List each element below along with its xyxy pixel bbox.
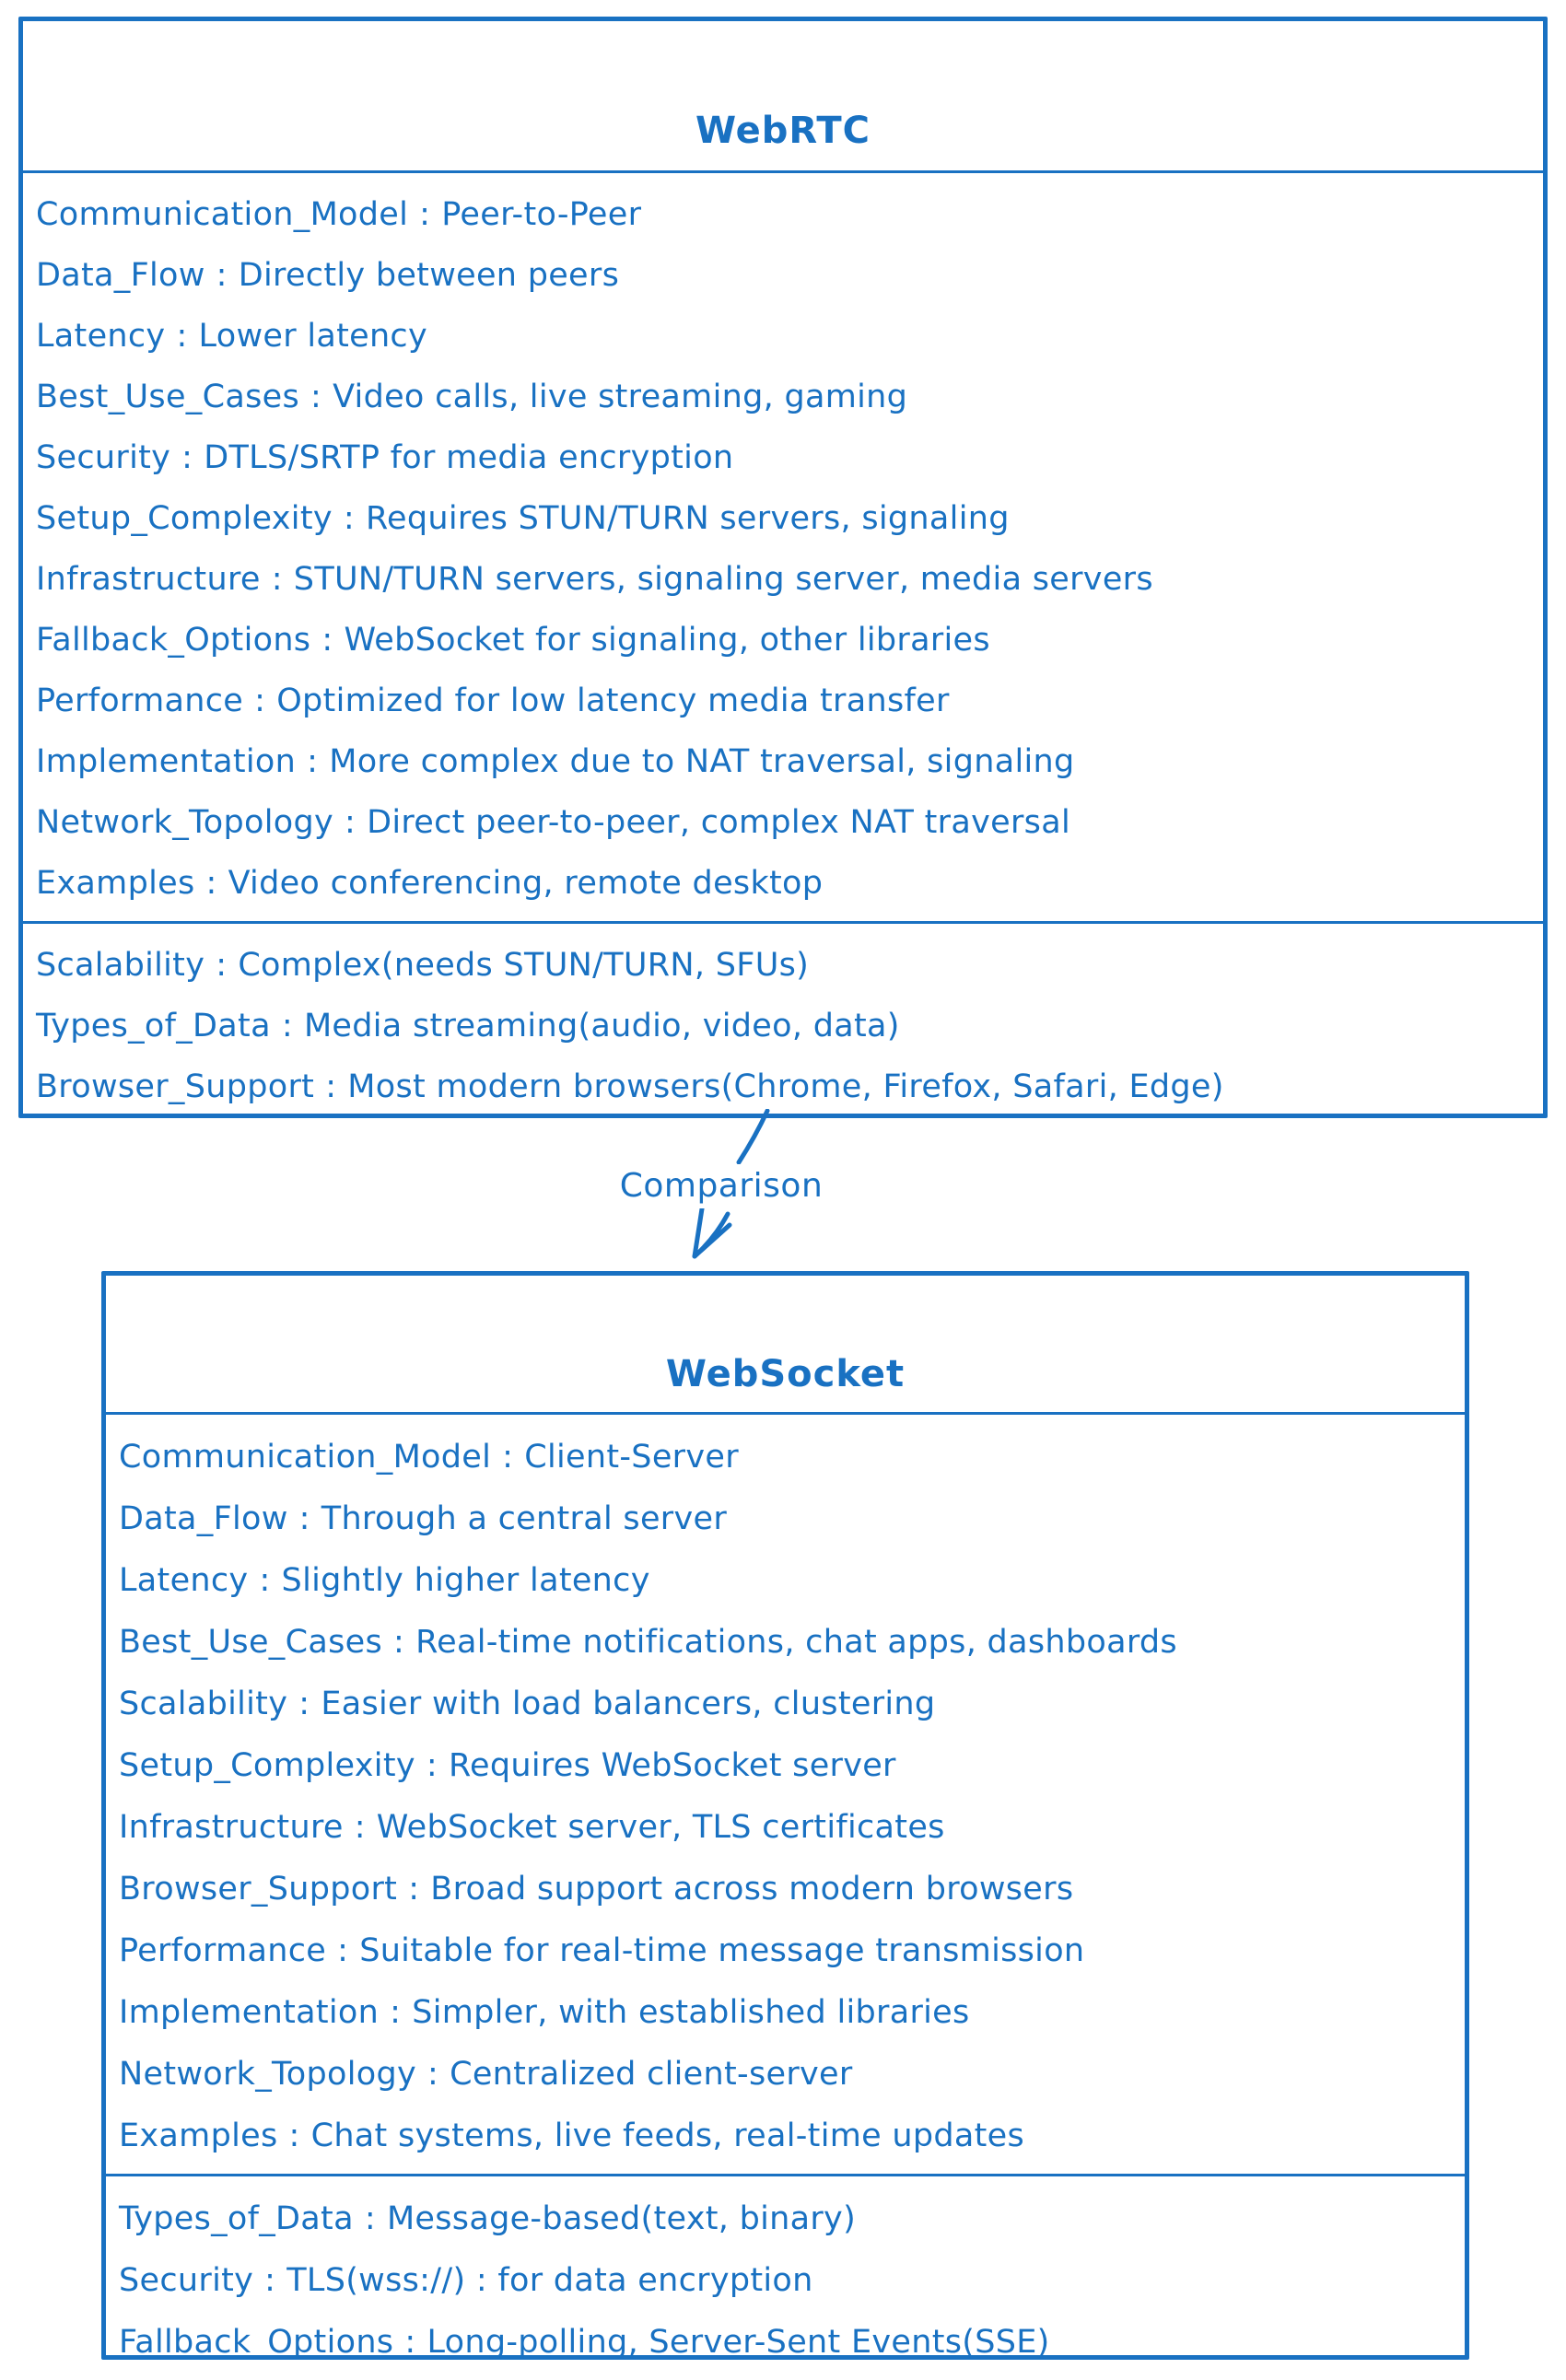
attribute-label: Performance xyxy=(119,1931,327,1969)
comparison-arrow-label: Comparison xyxy=(611,1164,832,1208)
attribute-label: Browser_Support xyxy=(119,1870,398,1908)
attribute-label: Types_of_Data xyxy=(119,2199,354,2237)
attribute-value: Slightly higher latency xyxy=(281,1561,650,1599)
attribute-value: Broad support across modern browsers xyxy=(430,1870,1074,1908)
attribute-separator: : xyxy=(181,439,193,476)
attribute-value: Video conferencing, remote desktop xyxy=(228,865,824,902)
websocket-main-attributes xyxy=(106,1412,1465,2174)
attribute-separator: : xyxy=(354,1808,366,1846)
attribute-separator: : xyxy=(343,500,355,537)
attribute-value: Optimized for low latency media transfer xyxy=(276,682,950,719)
attribute-label: Examples xyxy=(119,2117,278,2154)
webrtc-title: WebRTC xyxy=(695,110,871,152)
attribute-value: More complex due to NAT traversal, signaling xyxy=(329,743,1075,780)
attribute-value: Complex(needs STUN/TURN, SFUs) xyxy=(238,947,810,984)
attribute-row xyxy=(119,1426,1457,1488)
attribute-row xyxy=(36,731,1536,792)
webrtc-main-attributes xyxy=(23,170,1543,921)
attribute-row xyxy=(119,1919,1457,1981)
attribute-label: Security xyxy=(36,439,171,476)
attribute-label: Examples xyxy=(36,865,195,902)
attribute-row xyxy=(36,792,1536,853)
attribute-label: Scalability xyxy=(119,1685,288,1722)
attribute-value: Most modern browsers(Chrome, Firefox, Safari, Edge) xyxy=(347,1068,1224,1105)
attribute-row xyxy=(119,2188,1457,2249)
websocket-entity-box xyxy=(101,1271,1469,2360)
attribute-label: Communication_Model xyxy=(119,1438,492,1476)
attribute-value: WebSocket server, TLS certificates xyxy=(376,1808,945,1846)
attribute-value: Lower latency xyxy=(198,318,427,355)
arrow-upper-segment xyxy=(739,1111,767,1162)
attribute-value: Peer-to-Peer xyxy=(441,196,642,233)
attribute-value: Long-polling, Server-Sent Events(SSE) xyxy=(427,2323,1050,2361)
attribute-label: Setup_Complexity xyxy=(36,500,333,537)
attribute-label: Data_Flow xyxy=(36,257,205,294)
attribute-value: DTLS/SRTP for media encryption xyxy=(204,439,734,476)
attribute-separator: : xyxy=(176,318,188,355)
attribute-row xyxy=(36,549,1536,610)
attribute-label: Browser_Support xyxy=(36,1068,315,1105)
attribute-row xyxy=(36,245,1536,306)
attribute-separator: : xyxy=(281,1008,293,1044)
attribute-label: Best_Use_Cases xyxy=(36,379,299,415)
attribute-value: Easier with load balancers, clustering xyxy=(321,1685,936,1722)
attribute-row xyxy=(119,2105,1457,2166)
attribute-separator: : xyxy=(337,1931,349,1969)
attribute-value: Chat systems, live feeds, real-time updates xyxy=(310,2117,1025,2154)
attribute-separator: : xyxy=(307,743,319,780)
attribute-row xyxy=(119,1611,1457,1673)
attribute-row xyxy=(119,2043,1457,2105)
attribute-row xyxy=(36,671,1536,731)
attribute-row xyxy=(36,367,1536,427)
attribute-label: Setup_Complexity xyxy=(119,1746,415,1784)
attribute-value: TLS(wss://) : for data encryption xyxy=(286,2261,813,2299)
attribute-separator: : xyxy=(271,561,283,598)
attribute-value: Suitable for real-time message transmission xyxy=(359,1931,1085,1969)
attribute-label: Types_of_Data xyxy=(36,1008,271,1044)
attribute-value: Simpler, with established libraries xyxy=(412,1993,970,2031)
attribute-row xyxy=(119,1858,1457,1919)
attribute-value: Centralized client-server xyxy=(450,2055,853,2093)
attribute-label: Performance xyxy=(36,682,244,719)
attribute-row xyxy=(119,1981,1457,2043)
attribute-label: Latency xyxy=(36,318,166,355)
attribute-label: Scalability xyxy=(36,947,205,984)
attribute-separator: : xyxy=(205,865,217,902)
attribute-value: Video calls, live streaming, gaming xyxy=(333,379,908,415)
attribute-row xyxy=(36,184,1536,245)
attribute-label: Fallback_Options xyxy=(36,622,311,659)
attribute-row xyxy=(119,1549,1457,1611)
webrtc-entity-box xyxy=(18,17,1548,1118)
attribute-separator: : xyxy=(419,196,431,233)
attribute-value: Through a central server xyxy=(321,1499,728,1537)
attribute-label: Fallback_Options xyxy=(119,2323,394,2361)
attribute-label: Latency xyxy=(119,1561,249,1599)
attribute-separator: : xyxy=(216,947,228,984)
attribute-separator: : xyxy=(325,1068,337,1105)
attribute-separator: : xyxy=(310,379,322,415)
attribute-separator: : xyxy=(502,1438,514,1476)
attribute-row xyxy=(36,427,1536,488)
attribute-row xyxy=(36,610,1536,671)
attribute-separator: : xyxy=(259,1561,271,1599)
attribute-value: Requires WebSocket server xyxy=(448,1746,896,1784)
attribute-separator: : xyxy=(344,804,356,841)
attribute-label: Network_Topology xyxy=(119,2055,416,2093)
attribute-value: Real-time notifications, chat apps, dashboards xyxy=(415,1623,1177,1661)
attribute-separator: : xyxy=(288,2117,300,2154)
attribute-value: Directly between peers xyxy=(238,257,620,294)
attribute-row xyxy=(119,1673,1457,1734)
attribute-label: Infrastructure xyxy=(119,1808,344,1846)
attribute-separator: : xyxy=(390,1993,402,2031)
attribute-label: Implementation xyxy=(119,1993,380,2031)
attribute-row xyxy=(36,935,1536,996)
attribute-row xyxy=(119,2311,1457,2373)
attribute-separator: : xyxy=(298,1499,310,1537)
attribute-separator: : xyxy=(254,682,266,719)
attribute-value: Media streaming(audio, video, data) xyxy=(303,1008,900,1044)
attribute-label: Infrastructure xyxy=(36,561,261,598)
attribute-label: Security xyxy=(119,2261,254,2299)
attribute-row xyxy=(36,488,1536,549)
attribute-separator: : xyxy=(404,2323,416,2361)
attribute-separator: : xyxy=(321,622,333,659)
attribute-label: Best_Use_Cases xyxy=(119,1623,382,1661)
websocket-title: WebSocket xyxy=(665,1353,906,1395)
attribute-label: Network_Topology xyxy=(36,804,333,841)
attribute-separator: : xyxy=(298,1685,310,1722)
attribute-separator: : xyxy=(427,2055,439,2093)
webrtc-extra-attributes xyxy=(23,921,1543,1125)
attribute-value: Requires STUN/TURN servers, signaling xyxy=(365,500,1010,537)
attribute-separator: : xyxy=(216,257,228,294)
attribute-label: Communication_Model xyxy=(36,196,409,233)
attribute-separator: : xyxy=(426,1746,438,1784)
websocket-extra-attributes xyxy=(106,2174,1465,2380)
attribute-label: Implementation xyxy=(36,743,297,780)
attribute-value: Message-based(text, binary) xyxy=(386,2199,857,2237)
attribute-value: STUN/TURN servers, signaling server, media servers xyxy=(293,561,1153,598)
attribute-label: Data_Flow xyxy=(119,1499,288,1537)
attribute-separator: : xyxy=(408,1870,420,1908)
attribute-separator: : xyxy=(264,2261,276,2299)
attribute-row xyxy=(119,2249,1457,2311)
attribute-row xyxy=(36,306,1536,367)
attribute-row xyxy=(36,996,1536,1056)
attribute-value: Client-Server xyxy=(524,1438,739,1476)
attribute-row xyxy=(119,1488,1457,1549)
attribute-row xyxy=(119,1796,1457,1858)
attribute-row xyxy=(36,853,1536,914)
attribute-value: WebSocket for signaling, other libraries xyxy=(344,622,990,659)
attribute-row xyxy=(119,1734,1457,1796)
attribute-separator: : xyxy=(392,1623,405,1661)
attribute-separator: : xyxy=(364,2199,376,2237)
attribute-value: Direct peer-to-peer, complex NAT traversal xyxy=(367,804,1070,841)
